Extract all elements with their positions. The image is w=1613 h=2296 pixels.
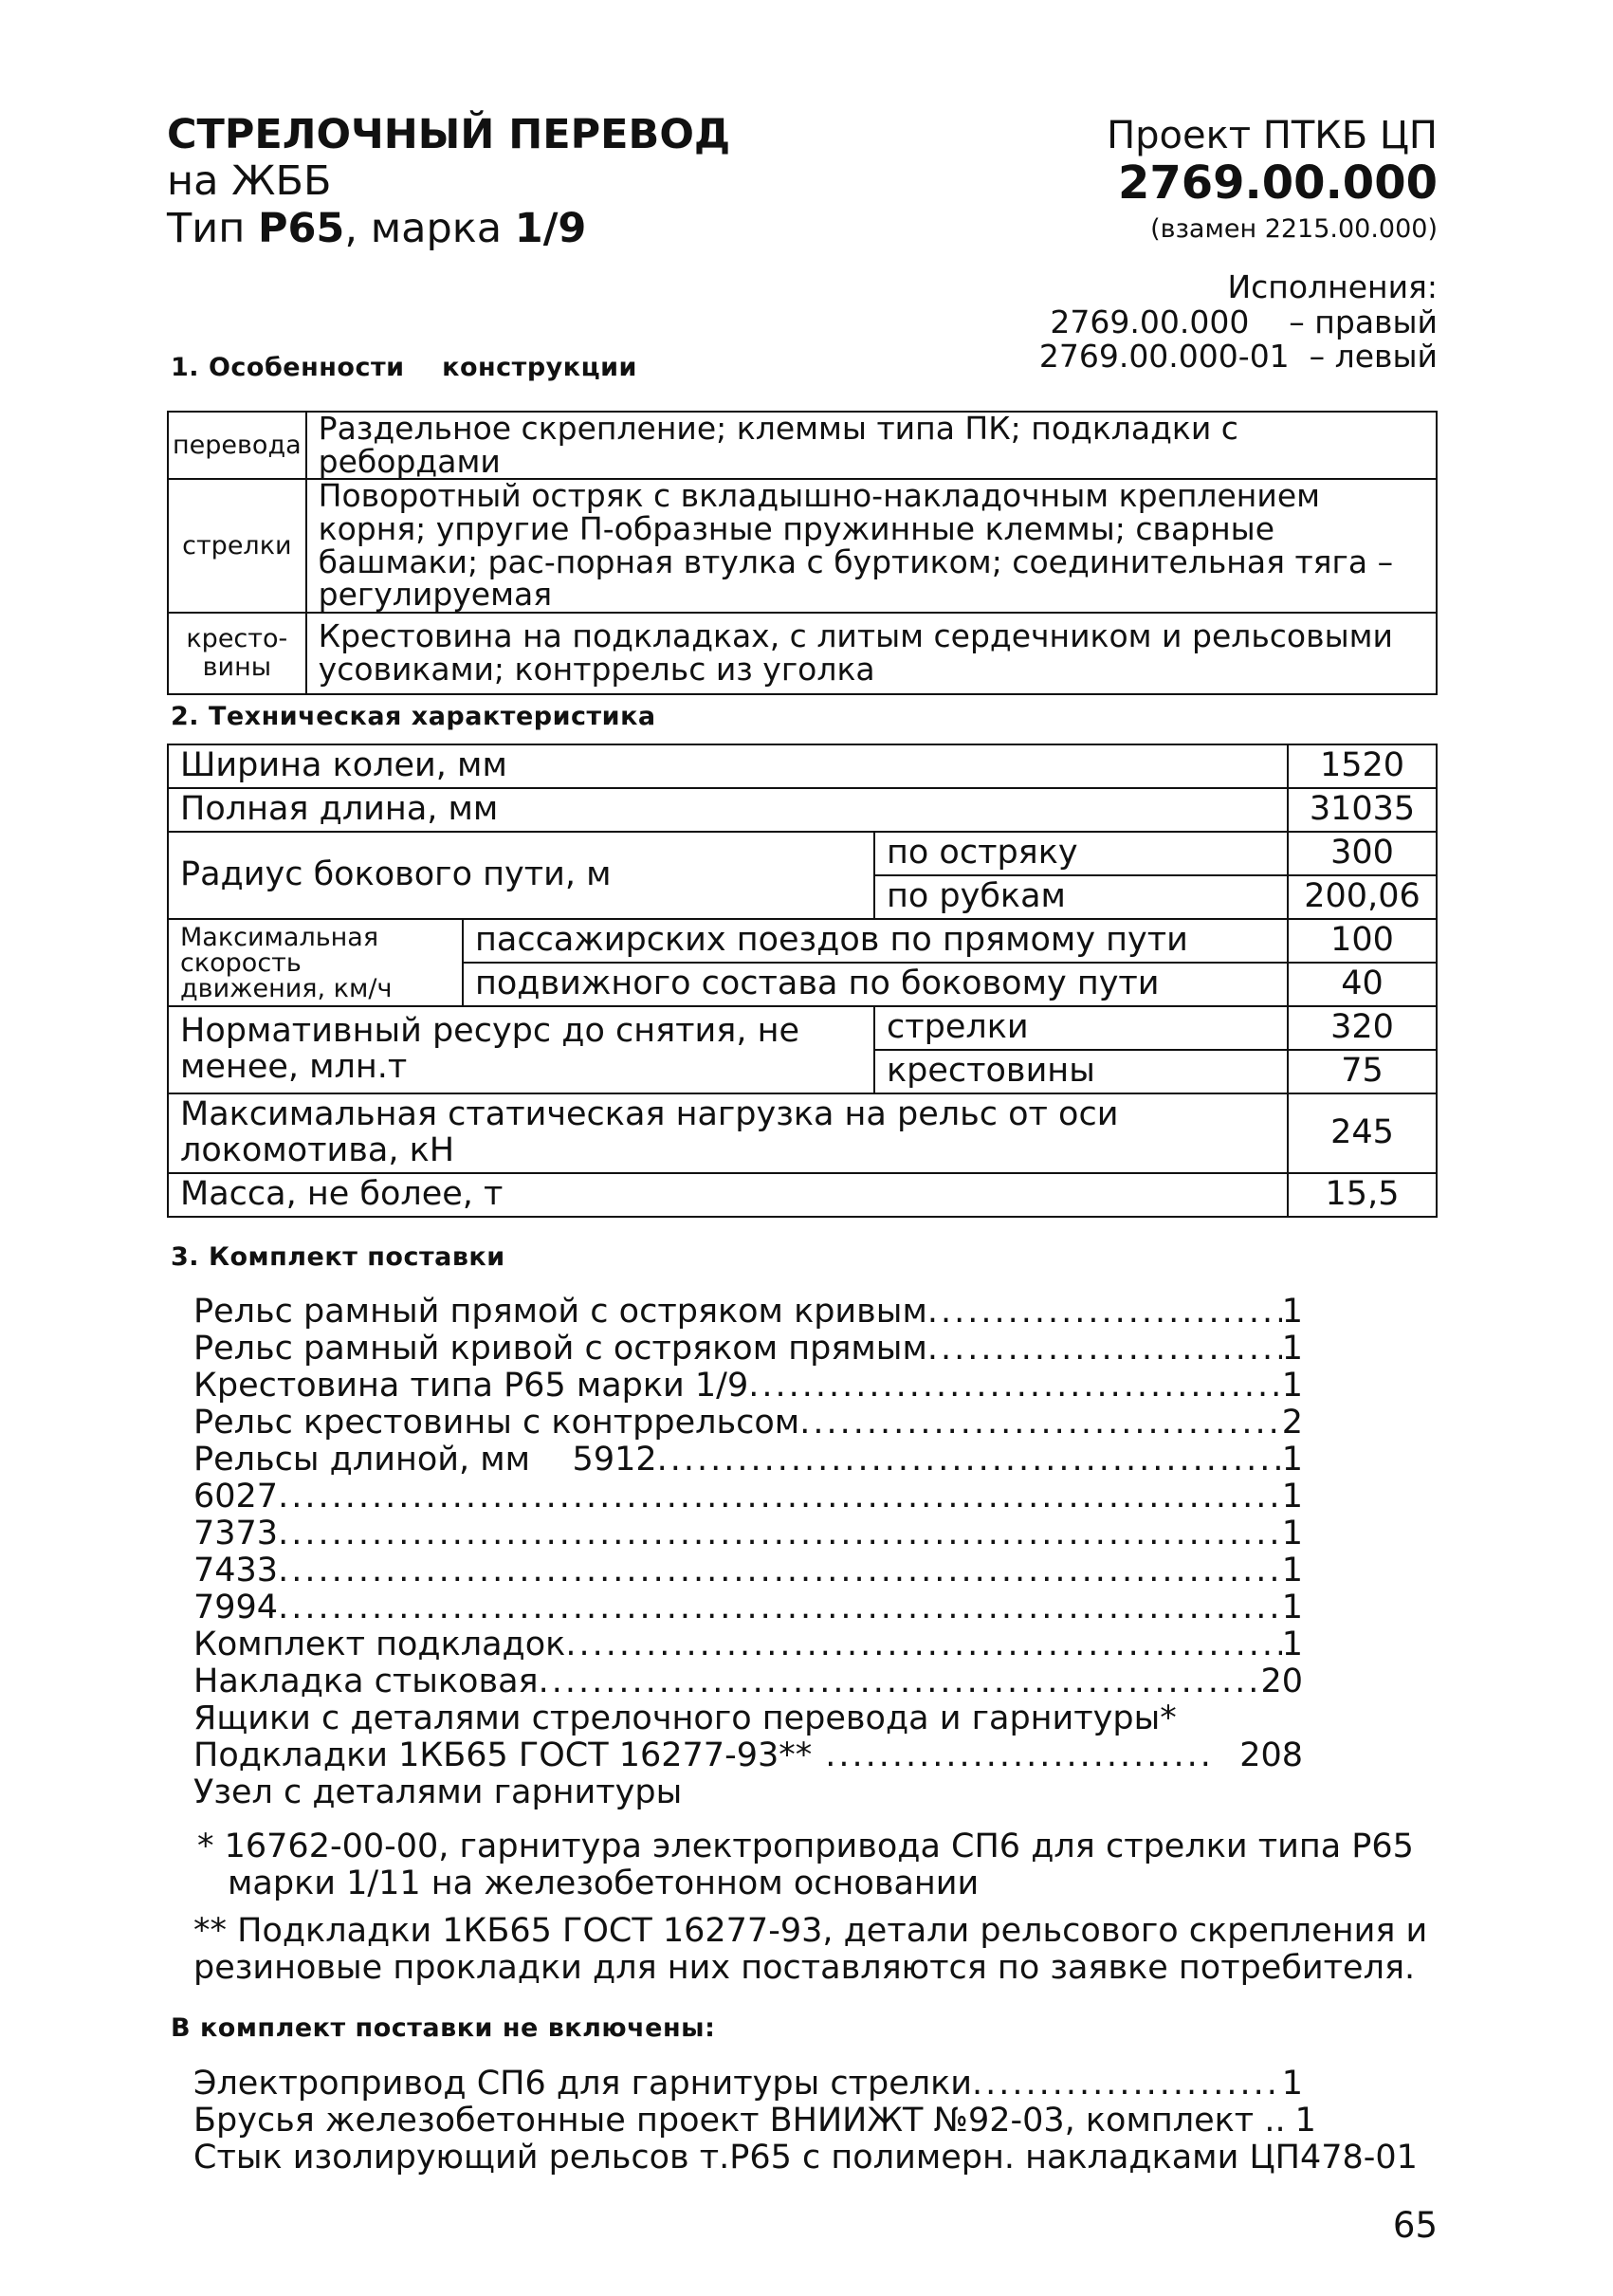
- radius-sub2: по рубкам: [874, 875, 1288, 919]
- resource-sub1: стрелки: [874, 1006, 1288, 1050]
- versions-label: Исполнения:: [1227, 268, 1438, 305]
- speed-val2: 40: [1288, 963, 1437, 1006]
- list-item: Электропривод СП6 для гарнитуры стрелки ..... 1: [193, 2066, 1303, 2103]
- list-item: Рельсы длиной, мм 5912 ..... 1: [193, 1442, 1303, 1479]
- list-item: 7373 ..... 1: [193, 1515, 1303, 1552]
- list-item: Рельс крестовины с контррельсом ..... 2: [193, 1405, 1303, 1442]
- table-row: [168, 788, 1437, 832]
- speed-val1: 100: [1288, 919, 1437, 963]
- speed-sub1: пассажирских поездов по прямому пути: [463, 919, 1288, 963]
- table-row: [168, 832, 1437, 875]
- title-line2: на ЖББ: [167, 157, 332, 206]
- list-item: Подкладки 1КБ65 ГОСТ 16277-93** ..... 208: [193, 1737, 1303, 1774]
- length-value: 31035: [1288, 788, 1437, 832]
- list-item: 7433 ..... 1: [193, 1552, 1303, 1589]
- page-number: 65: [1392, 2205, 1438, 2246]
- table-row: [168, 744, 1437, 788]
- row-text: Крестовина на подкладках, с литым сердечником и рельсовыми усовиками; контррельс из уголка: [306, 613, 1437, 694]
- list-item: Рельс рамный прямой с остряком кривым ..... 1: [193, 1294, 1303, 1331]
- gauge-value: 1520: [1288, 744, 1437, 788]
- table-row: [168, 1093, 1437, 1173]
- speed-label: Максимальная скорость движения, км/ч: [168, 919, 463, 1006]
- list-item: 7994 ..... 1: [193, 1589, 1303, 1626]
- row-label: перевода: [168, 412, 306, 479]
- gauge-label: Ширина колеи, мм: [168, 744, 1288, 788]
- section2-heading: 2. Техническая характеристика: [171, 702, 656, 731]
- radius-val1: 300: [1288, 832, 1437, 875]
- resource-sub2: крестовины: [874, 1050, 1288, 1093]
- row-text: Поворотный остряк с вкладышно-накладочным креплением корня; упругие П-образные пружинные клеммы; сварные башмаки; рас-порная втулка с буртиком; соединительная тяга – регулируемая: [306, 479, 1437, 613]
- technical-table: [167, 744, 1438, 1218]
- version-right: 2769.00.000 – правый: [1050, 303, 1438, 340]
- table-row: [168, 479, 1437, 613]
- row-label: кресто-вины: [168, 613, 306, 694]
- section3-heading: 3. Комплект поставки: [171, 1242, 505, 1272]
- list-item: Накладка стыковая ..... 20: [193, 1663, 1303, 1700]
- grade-value: 1/9: [514, 204, 587, 252]
- resource-val2: 75: [1288, 1050, 1437, 1093]
- type-line: Тип Р65, марка 1/9: [167, 204, 587, 252]
- mass-value: 15,5: [1288, 1173, 1437, 1217]
- load-label: Максимальная статическая нагрузка на рельс от оси локомотива, кН: [168, 1093, 1288, 1173]
- list-item: Крестовина типа Р65 марки 1/9 ..... 1: [193, 1368, 1303, 1405]
- section1-heading: 1. Особенности конструкции: [171, 353, 637, 382]
- version-left: 2769.00.000-01 – левый: [1038, 338, 1438, 375]
- document-title: [167, 112, 730, 252]
- project-number: 2769.00.000: [1117, 156, 1438, 210]
- speed-sub2: подвижного состава по боковому пути: [463, 963, 1288, 1006]
- project-label: Проект ПТКБ ЦП: [1107, 114, 1438, 157]
- node-item: Узел с деталями гарнитуры: [193, 1773, 683, 1811]
- mass-label: Масса, не более, т: [168, 1173, 1288, 1217]
- row-text: Раздельное скрепление; клеммы типа ПК; подкладки с ребордами: [306, 412, 1437, 479]
- radius-sub1: по остряку: [874, 832, 1288, 875]
- footnote-2: ** Подкладки 1КБ65 ГОСТ 16277-93, детали рельсового скрепления и резиновые прокладки для них поставляются по заявке потребителя.: [193, 1912, 1428, 1987]
- design-features-table: [167, 411, 1438, 695]
- title-line1: СТРЕЛОЧНЫЙ ПЕРЕВОД: [167, 111, 731, 158]
- replaces-note: (взамен 2215.00.000): [1150, 214, 1438, 244]
- load-value: 245: [1288, 1093, 1437, 1173]
- table-row: [168, 613, 1437, 694]
- table-row: [168, 1173, 1437, 1217]
- list-item: Комплект подкладок ..... 1: [193, 1626, 1303, 1663]
- table-row: [168, 919, 1437, 963]
- boxes-item: Ящики с деталями стрелочного перевода и гарнитуры*: [193, 1699, 1177, 1737]
- table-row: [168, 412, 1437, 479]
- row-label: стрелки: [168, 479, 306, 613]
- list-item: Брусья железобетонные проект ВНИИЖТ №92-03, комплект .. 1: [193, 2102, 1316, 2140]
- resource-val1: 320: [1288, 1006, 1437, 1050]
- radius-val2: 200,06: [1288, 875, 1437, 919]
- resource-label: Нормативный ресурс до снятия, не менее, млн.т: [168, 1006, 874, 1093]
- excluded-list: [193, 2066, 1418, 2177]
- footnote-1: * 16762-00-00, гарнитура электропривода СП6 для стрелки типа Р65 марки 1/11 на железобетонном основании: [197, 1828, 1414, 1902]
- radius-label: Радиус бокового пути, м: [168, 832, 874, 919]
- list-item: 6027 ..... 1: [193, 1479, 1303, 1515]
- length-label: Полная длина, мм: [168, 788, 1288, 832]
- delivery-list: [193, 1294, 1303, 1811]
- table-row: [168, 1006, 1437, 1050]
- excluded-heading: В комплект поставки не включены:: [171, 2013, 716, 2043]
- list-item: Рельс рамный кривой с остряком прямым ..... 1: [193, 1331, 1303, 1368]
- list-item: Стык изолирующий рельсов т.Р65 с полимерн. накладками ЦП478-01: [193, 2139, 1418, 2177]
- type-value: Р65: [258, 204, 345, 252]
